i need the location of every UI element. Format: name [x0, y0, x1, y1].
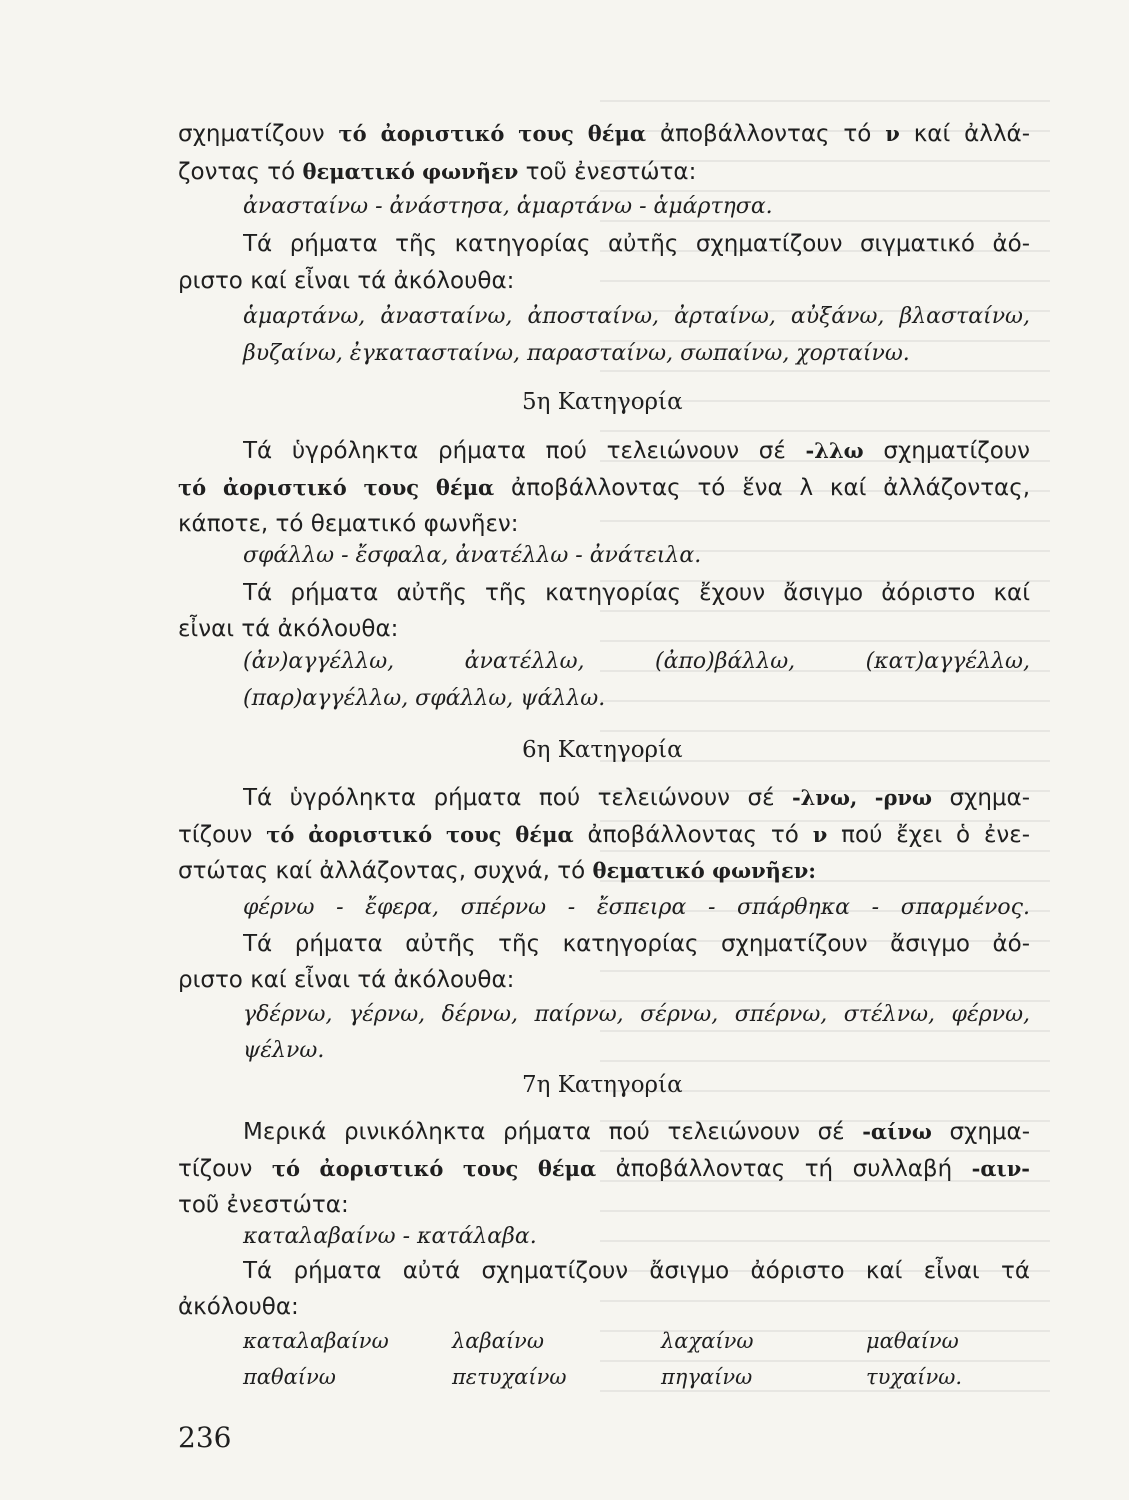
text-segment: τίζουν: [178, 822, 267, 848]
verb-cell: λαβαίνω: [452, 1329, 544, 1353]
bold-term: τό ἀοριστικό τους θέμα: [266, 822, 574, 847]
text-segment: ἀποβάλλοντας τό: [573, 822, 813, 848]
verb-cell: μαθαίνω: [866, 1329, 959, 1353]
bold-term: -αιν-: [971, 1156, 1030, 1181]
text-line: [178, 1190, 349, 1220]
text-segment: βυζαίνω, ἐγκατασταίνω, παρασταίνω, σωπαίνω, χορταίνω.: [243, 341, 910, 366]
text-segment: κάποτε, τό θεματικό φωνῆεν:: [178, 511, 519, 537]
text-segment: Τά ρήματα αὐτῆς τῆς κατηγορίας σχηματίζουν ἄσιγμο ἀό-: [243, 931, 1030, 957]
bold-term: θεματικό φωνῆεν: [302, 159, 519, 184]
text-segment: ζοντας τό: [178, 159, 303, 185]
text-segment: 7η Κατηγορία: [522, 1072, 683, 1098]
text-segment: 6η Κατηγορία: [522, 737, 683, 763]
text-line: [243, 1256, 1030, 1286]
text-segment: 5η Κατηγορία: [522, 389, 683, 415]
text-line: [243, 684, 605, 714]
text-segment: ἀνασταίνω - ἀνάστησα, ἁμαρτάνω - ἁμάρτησα.: [243, 194, 773, 219]
verb-cell: καταλαβαίνω: [243, 1329, 389, 1353]
text-segment: Τά ρήματα τῆς κατηγορίας αὐτῆς σχηματίζουν σιγματικό ἀό-: [243, 231, 1030, 257]
text-segment: ἀποβάλλοντας τή συλλαβή: [596, 1156, 972, 1182]
text-segment: ριστο καί εἶναι τά ἀκόλουθα:: [178, 967, 515, 993]
text-line: [178, 820, 1030, 850]
text-line: [243, 229, 1030, 259]
bold-term: τό ἀοριστικό τους θέμα: [271, 1156, 597, 1181]
text-line: [178, 1292, 299, 1322]
text-segment: πού ἔχει ὁ ἐνε-: [827, 822, 1030, 848]
text-line: [243, 302, 1030, 332]
text-segment: Μερικά ρινικόληκτα ρήματα πού τελειώνουν σέ: [243, 1119, 863, 1145]
text-segment: ἁμαρτάνω, ἀνασταίνω, ἀποσταίνω, ἀρταίνω, αὐξάνω, βλασταίνω,: [243, 304, 1030, 329]
text-segment: καταλαβαίνω - κατάλαβα.: [243, 1224, 537, 1249]
text-line: [243, 1117, 1030, 1147]
text-line: [243, 1000, 1030, 1030]
text-segment: τοῦ ἐνεστώτα:: [518, 159, 697, 185]
verb-cell: παθαίνω: [243, 1365, 336, 1389]
verb-cell: πηγαίνω: [661, 1365, 753, 1389]
verb-cell: τυχαίνω.: [866, 1365, 963, 1389]
text-line: [243, 783, 1030, 813]
text-segment: σφάλλω - ἔσφαλα, ἀνατέλλω - ἀνάτειλα.: [243, 543, 702, 568]
text-line: [178, 157, 696, 187]
bold-term: ν: [885, 121, 900, 146]
text-line: [178, 1154, 1030, 1184]
text-line: [178, 266, 514, 296]
text-segment: σχηματίζουν: [863, 438, 1030, 464]
text-line: [243, 339, 910, 369]
text-segment: τίζουν: [178, 1156, 272, 1182]
text-segment: Τά ρήματα αὐτῆς τῆς κατηγορίας ἔχουν ἄσιγμο ἀόριστο καί: [243, 580, 1030, 606]
text-segment: Τά ρήματα αὐτά σχηματίζουν ἄσιγμο ἀόριστο καί εἶναι τά: [243, 1258, 1030, 1284]
bold-term: τό ἀοριστικό τους θέμα: [178, 475, 495, 500]
text-line: [178, 119, 1030, 149]
text-segment: σχημα-: [931, 1119, 1030, 1145]
bold-term: τό ἀοριστικό τους θέμα: [338, 121, 647, 146]
text-segment: φέρνω - ἔφερα, σπέρνω - ἔσπειρα - σπάρθηκα - σπαρμένος.: [243, 895, 1030, 920]
text-line: [243, 541, 701, 571]
text-line: [243, 436, 1030, 466]
bold-term: -αίνω: [862, 1119, 932, 1144]
text-segment: Τά ὑγρόληκτα ρήματα πού τελειώνουν σέ: [243, 438, 806, 464]
text-line: [178, 509, 519, 539]
bold-term: -λνω, -ρνω: [791, 785, 932, 810]
text-segment: τοῦ ἐνεστώτα:: [178, 1192, 349, 1218]
text-line: [178, 473, 1030, 503]
text-segment: (ἀν)αγγέλλω, ἀνατέλλω, (ἀπο)βάλλω, (κατ)αγγέλλω,: [243, 649, 1030, 674]
text-segment: εἶναι τά ἀκόλουθα:: [178, 616, 399, 642]
verb-cell: πετυχαίνω: [452, 1365, 567, 1389]
text-segment: ἀποβάλλοντας τό: [646, 121, 886, 147]
text-line: [243, 192, 773, 222]
text-line: [243, 929, 1030, 959]
text-segment: Τά ὑγρόληκτα ρήματα πού τελειώνουν σέ: [243, 785, 792, 811]
text-segment: (παρ)αγγέλλω, σφάλλω, ψάλλω.: [243, 686, 606, 711]
text-line: [178, 965, 514, 995]
text-segment: σχηματίζουν: [178, 121, 339, 147]
text-line: [243, 1222, 537, 1252]
section-heading: [522, 735, 683, 765]
text-line: [243, 647, 1030, 677]
bold-term: θεματικό φωνῆεν:: [592, 858, 817, 883]
section-heading: [522, 387, 683, 417]
text-line: [178, 614, 398, 644]
text-segment: καί ἀλλά-: [899, 121, 1030, 147]
text-line: [243, 1036, 324, 1066]
text-segment: γδέρνω, γέρνω, δέρνω, παίρνω, σέρνω, σπέρνω, στέλνω, φέρνω,: [243, 1002, 1030, 1027]
bold-term: -λλω: [805, 438, 864, 463]
text-segment: σχημα-: [932, 785, 1030, 811]
bold-term: ν: [812, 822, 828, 847]
text-segment: ψέλνω.: [243, 1038, 325, 1063]
text-line: [178, 856, 816, 886]
verb-cell: λαχαίνω: [661, 1329, 754, 1353]
text-line: [243, 578, 1030, 608]
section-heading: [522, 1070, 683, 1100]
text-line: [243, 893, 1030, 923]
text-segment: ριστο καί εἶναι τά ἀκόλουθα:: [178, 268, 515, 294]
text-segment: στώτας καί ἀλλάζοντας, συχνά, τό: [178, 858, 593, 884]
text-segment: ἀκόλουθα:: [178, 1294, 299, 1320]
text-segment: ἀποβάλλοντας τό ἕνα λ καί ἀλλάζοντας,: [494, 475, 1030, 501]
page-number: 236: [178, 1421, 232, 1454]
